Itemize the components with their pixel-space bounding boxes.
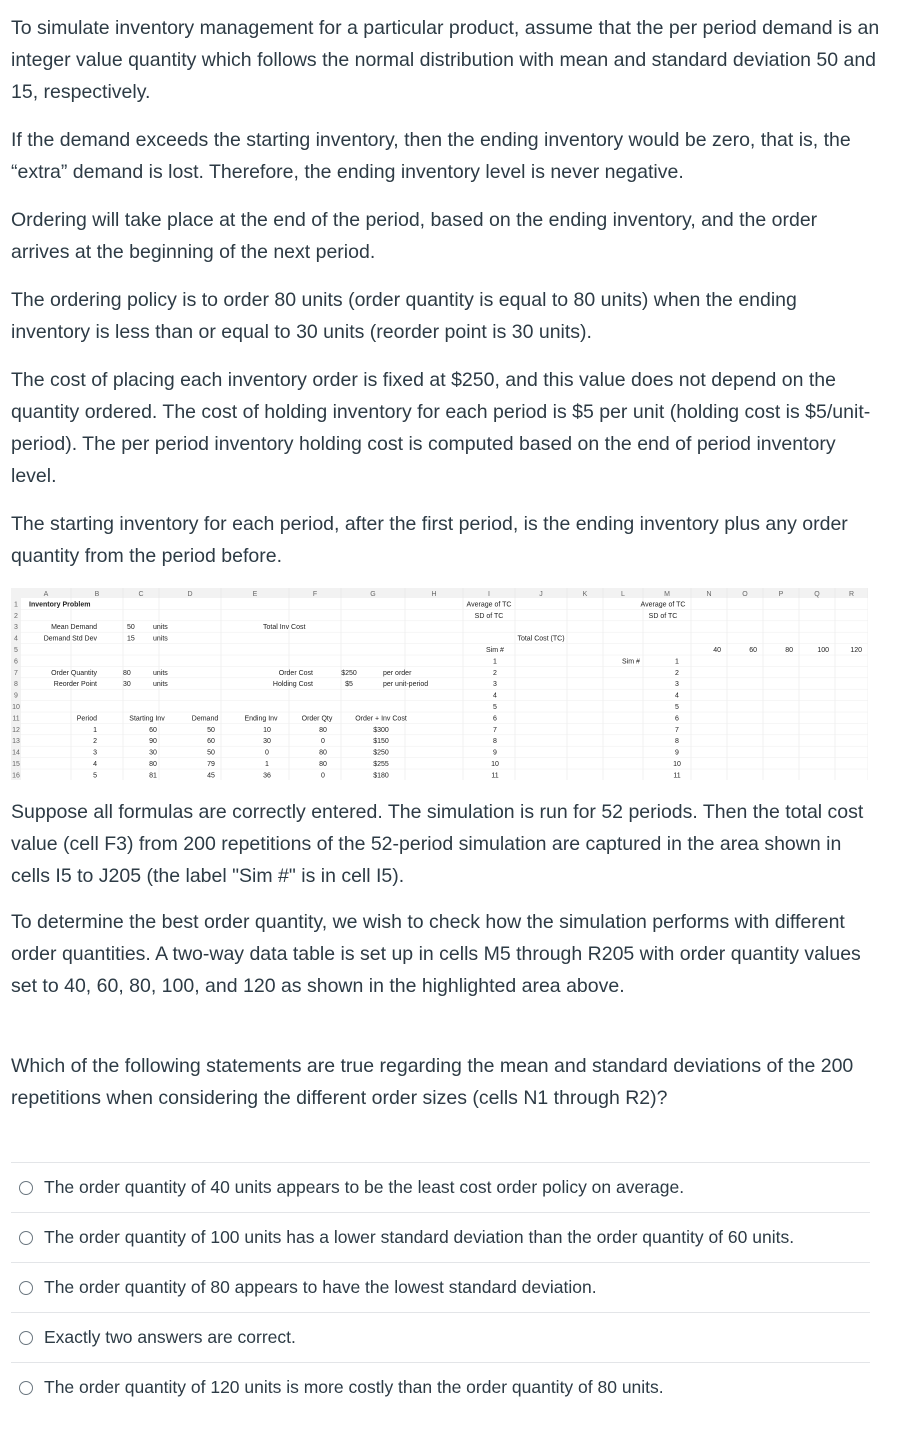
question-paragraph-1: To simulate inventory management for a particular product, assume that the per period demand is an integer value quantity which follows the normal distribution with mean and standard deviation 50 and 15, respectively. bbox=[11, 17, 880, 103]
mean-demand-value: 50 bbox=[127, 624, 135, 632]
sim-number: 7 bbox=[493, 726, 497, 734]
table-cell: 30 bbox=[149, 749, 157, 757]
answer-option-text: The order quantity of 40 units appears to be the least cost order policy on average. bbox=[44, 1177, 685, 1197]
units-label: units bbox=[153, 624, 168, 632]
total-inv-cost-label: Total Inv Cost bbox=[263, 624, 306, 632]
table-cell: 1 bbox=[93, 726, 97, 734]
row-header: 4 bbox=[14, 635, 18, 643]
answer-option-4[interactable] bbox=[11, 1312, 870, 1362]
table-cell: 80 bbox=[319, 749, 327, 757]
order-qty-value: 80 bbox=[123, 669, 131, 677]
units-label: units bbox=[153, 681, 168, 689]
sim-number: 8 bbox=[493, 738, 497, 746]
column-header: O bbox=[742, 591, 748, 598]
row-header: 6 bbox=[14, 658, 18, 666]
table-cell: 60 bbox=[207, 738, 215, 746]
sim-number: 10 bbox=[673, 761, 681, 768]
sim-number: 1 bbox=[675, 658, 679, 666]
question-paragraph-5: The cost of placing each inventory order is fixed at $250, and this value does not depend on the quantity ordered. The cost of holding inventory for each period is $5 per unit (holding cost is $5/unit-period). The per period inventory holding cost is computed based on the end of period inventory level. bbox=[11, 369, 871, 487]
column-header: E bbox=[252, 591, 258, 598]
answer-option-text: Exactly two answers are correct. bbox=[44, 1327, 296, 1347]
table-cell: $150 bbox=[373, 738, 389, 746]
row-header: 8 bbox=[14, 681, 18, 689]
answer-option-3[interactable] bbox=[11, 1262, 870, 1312]
question-paragraph-3: Ordering will take place at the end of the period, based on the ending inventory, and the order arrives at the beginning of the next period. bbox=[11, 209, 818, 263]
sim-number: 8 bbox=[675, 738, 679, 746]
table-cell: 50 bbox=[207, 726, 215, 734]
row-header: 15 bbox=[12, 761, 20, 768]
question-paragraph-2: If the demand exceeds the starting inventory, then the ending inventory would be zero, that is, the “extra” demand is lost. Therefore, the ending inventory level is never negative. bbox=[11, 129, 851, 183]
sim-number: 9 bbox=[675, 749, 679, 757]
units-label: units bbox=[153, 669, 168, 677]
row-header: 3 bbox=[14, 624, 18, 632]
table-cell: 80 bbox=[319, 726, 327, 734]
table-cell: 80 bbox=[319, 761, 327, 768]
column-header: J bbox=[539, 591, 543, 598]
row-header: 10 bbox=[12, 704, 20, 711]
table-cell: 80 bbox=[149, 761, 157, 768]
sim-number: 5 bbox=[493, 704, 497, 711]
table-cell: 60 bbox=[149, 726, 157, 734]
table-cell: 5 bbox=[93, 772, 97, 780]
table-cell: 3 bbox=[93, 749, 97, 757]
holding-cost-unit: per unit-period bbox=[383, 681, 429, 689]
sim-number: 6 bbox=[493, 715, 497, 723]
radio-button[interactable] bbox=[19, 1181, 33, 1195]
sim-number: 9 bbox=[493, 749, 497, 757]
sim-number-label: Sim # bbox=[622, 658, 640, 666]
radio-button[interactable] bbox=[19, 1331, 33, 1345]
table-cell: 50 bbox=[207, 749, 215, 757]
column-header: F bbox=[312, 591, 318, 598]
column-header: A bbox=[43, 591, 49, 598]
answer-option-2[interactable] bbox=[11, 1212, 870, 1262]
sim-number: 2 bbox=[493, 669, 497, 677]
column-header: M bbox=[664, 591, 670, 598]
column-header: K bbox=[582, 591, 588, 598]
sim-number: 7 bbox=[675, 726, 679, 734]
sim-number: 3 bbox=[493, 681, 497, 689]
column-header: C bbox=[138, 591, 144, 598]
sim-number: 11 bbox=[491, 772, 499, 780]
column-header: L bbox=[621, 591, 625, 598]
column-header: H bbox=[431, 591, 437, 598]
sd-tc-label: SD of TC bbox=[648, 612, 678, 620]
reorder-point-value: 30 bbox=[123, 681, 131, 689]
table-header: Ending Inv bbox=[244, 715, 278, 723]
total-cost-tc-label: Total Cost (TC) bbox=[517, 635, 565, 643]
row-header: 11 bbox=[12, 715, 20, 723]
row-header: 2 bbox=[14, 612, 18, 620]
column-header: D bbox=[187, 591, 193, 598]
table-header: Order + Inv Cost bbox=[355, 715, 407, 723]
table-cell: 36 bbox=[263, 772, 271, 780]
radio-button[interactable] bbox=[19, 1281, 33, 1295]
answer-option-text: The order quantity of 120 units is more costly than the order quantity of 80 units. bbox=[44, 1377, 664, 1397]
order-quantity-header: 120 bbox=[850, 647, 862, 654]
table-cell: 0 bbox=[321, 738, 325, 746]
radio-button[interactable] bbox=[19, 1231, 33, 1245]
row-header: 13 bbox=[12, 738, 20, 746]
row-header: 1 bbox=[14, 601, 18, 609]
sim-number: 4 bbox=[493, 692, 497, 700]
order-quantity-header: 80 bbox=[785, 647, 793, 654]
sim-number: 1 bbox=[493, 658, 497, 666]
table-cell: 10 bbox=[263, 726, 271, 734]
sim-number-label: Sim # bbox=[486, 647, 504, 654]
table-cell: 90 bbox=[149, 738, 157, 746]
answer-option-text: The order quantity of 100 units has a lower standard deviation than the order quantity of 60 units. bbox=[44, 1227, 795, 1247]
sim-number: 5 bbox=[675, 704, 679, 711]
table-cell: 81 bbox=[149, 772, 157, 780]
question-paragraph-7: Suppose all formulas are correctly entered. The simulation is run for 52 periods. Then the total cost value (cell F3) from 200 repetitions of the 52-period simulation are captured in the area shown in cells I5 to J205 (the label "Sim #" is in cell I5). bbox=[11, 801, 864, 887]
answer-choices bbox=[11, 1162, 870, 1412]
answer-option-text: The order quantity of 80 appears to have the lowest standard deviation. bbox=[44, 1277, 597, 1297]
table-cell: 1 bbox=[265, 761, 269, 768]
order-quantity-header: 60 bbox=[749, 647, 757, 654]
table-cell: 4 bbox=[93, 761, 97, 768]
mean-demand-label: Mean Demand bbox=[51, 624, 97, 632]
column-header: N bbox=[706, 591, 712, 598]
table-cell: $180 bbox=[373, 772, 389, 780]
table-header: Period bbox=[76, 715, 97, 723]
holding-cost-value: $5 bbox=[345, 681, 353, 689]
table-cell: 79 bbox=[207, 761, 215, 768]
table-cell: 0 bbox=[321, 772, 325, 780]
table-cell: 45 bbox=[207, 772, 215, 780]
order-cost-value: $250 bbox=[341, 669, 357, 677]
spreadsheet-screenshot bbox=[11, 588, 868, 780]
table-cell: $250 bbox=[373, 749, 389, 757]
average-tc-label: Average of TC bbox=[640, 601, 686, 609]
column-header: Q bbox=[814, 591, 820, 598]
answer-option-5[interactable] bbox=[11, 1362, 870, 1412]
sd-tc-label: SD of TC bbox=[474, 612, 504, 620]
table-cell: $300 bbox=[373, 726, 389, 734]
sim-number: 10 bbox=[491, 761, 499, 768]
row-header: 7 bbox=[14, 669, 18, 677]
row-header: 9 bbox=[14, 692, 18, 700]
column-header: P bbox=[778, 591, 784, 598]
question-paragraph-8: To determine the best order quantity, we wish to check how the simulation performs with different order quantities. A two-way data table is set up in cells M5 through R205 with order quantity values set to 40, 60, 80, 100, and 120 as shown in the highlighted area above. bbox=[11, 911, 861, 997]
average-tc-label: Average of TC bbox=[466, 601, 512, 609]
row-header: 16 bbox=[12, 772, 20, 780]
sim-number: 3 bbox=[675, 681, 679, 689]
spreadsheet-grid bbox=[11, 588, 868, 780]
row-header: 5 bbox=[14, 647, 18, 654]
question-paragraph-9: Which of the following statements are true regarding the mean and standard deviations of the 200 repetitions when considering the different order sizes (cells N1 through R2)? bbox=[11, 1055, 854, 1109]
question-paragraph-6: The starting inventory for each period, after the first period, is the ending inventory plus any order quantity from the period before. bbox=[11, 513, 848, 567]
column-header: I bbox=[488, 591, 490, 598]
units-label: units bbox=[153, 635, 168, 643]
question-paragraph-4: The ordering policy is to order 80 units (order quantity is equal to 80 units) when the ending inventory is less than or equal to 30 units (reorder point is 30 units). bbox=[11, 289, 797, 343]
table-header: Order Qty bbox=[301, 715, 333, 723]
table-header: Demand bbox=[191, 715, 219, 723]
row-header: 14 bbox=[12, 749, 20, 757]
column-header: G bbox=[370, 591, 376, 598]
order-qty-label: Order Quantity bbox=[51, 669, 97, 677]
row-header: 12 bbox=[12, 726, 20, 734]
radio-button[interactable] bbox=[19, 1381, 33, 1395]
sim-number: 2 bbox=[675, 669, 679, 677]
holding-cost-label: Holding Cost bbox=[272, 681, 313, 689]
column-header: R bbox=[848, 591, 855, 598]
table-cell: 30 bbox=[263, 738, 271, 746]
order-cost-label: Order Cost bbox=[278, 669, 313, 677]
answer-option-1[interactable] bbox=[11, 1162, 870, 1212]
sim-number: 4 bbox=[675, 692, 679, 700]
table-cell: $255 bbox=[373, 761, 389, 768]
std-dev-label: Demand Std Dev bbox=[43, 635, 97, 643]
std-dev-value: 15 bbox=[127, 635, 135, 643]
table-cell: 2 bbox=[93, 738, 97, 746]
reorder-point-label: Reorder Point bbox=[53, 681, 97, 689]
sheet-title: Inventory Problem bbox=[29, 601, 91, 609]
order-quantity-header: 40 bbox=[713, 647, 721, 654]
column-header: B bbox=[94, 591, 100, 598]
sim-number: 6 bbox=[675, 715, 679, 723]
sim-number: 11 bbox=[673, 772, 681, 780]
table-header: Starting Inv bbox=[129, 715, 165, 723]
table-cell: 0 bbox=[265, 749, 269, 757]
order-quantity-header: 100 bbox=[817, 647, 829, 654]
order-cost-unit: per order bbox=[383, 669, 412, 677]
